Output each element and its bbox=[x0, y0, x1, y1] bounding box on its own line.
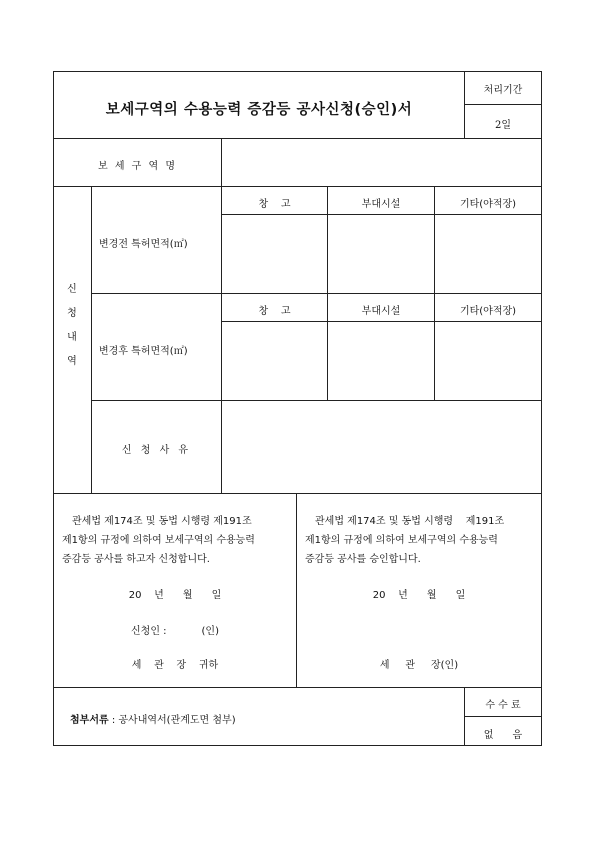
applicant-line-3: 증감등 공사를 하고자 신청합니다. bbox=[62, 554, 210, 565]
section-char-4: 역 bbox=[67, 356, 77, 367]
fee-inner-divider bbox=[464, 716, 541, 717]
before-col-facilities: 부대시설 bbox=[361, 199, 401, 210]
bonded-area-label: 보 세 구 역 명 bbox=[97, 161, 177, 172]
after-col-other: 기타(야적장) bbox=[459, 306, 517, 317]
processing-divider bbox=[464, 104, 541, 105]
section-label-vertical bbox=[62, 278, 82, 374]
before-area-label: 변경전 특허면적(㎡) bbox=[99, 239, 188, 250]
frame-bottom bbox=[53, 745, 542, 746]
applicant-line-2: 제1항의 규정에 의하여 보세구역의 수용능력 bbox=[62, 535, 255, 546]
approver-line-2: 제1항의 규정에 의하여 보세구역의 수용능력 bbox=[305, 535, 498, 546]
attachments-label: 첨부서류 bbox=[70, 715, 109, 726]
title-row-bottom bbox=[53, 138, 542, 139]
applicant-statement bbox=[62, 512, 290, 569]
after-block-bottom bbox=[91, 400, 542, 401]
processing-period-label: 처리기간 bbox=[483, 85, 523, 96]
section-char-2: 청 bbox=[67, 308, 77, 319]
after-area-label: 변경후 특허면적(㎡) bbox=[99, 346, 188, 357]
processing-period-value: 2일 bbox=[494, 120, 512, 131]
approver-line-1: 관세법 제174조 및 동법 시행령 제191조 bbox=[315, 516, 505, 527]
bonded-area-row-bottom bbox=[53, 186, 542, 187]
applicant-date[interactable]: 20 년 월 일 bbox=[128, 590, 222, 601]
approver-signature[interactable]: 세 관 장(인) bbox=[379, 660, 459, 671]
frame-left bbox=[53, 71, 54, 746]
applicant-signature[interactable]: 신청인 : (인) bbox=[131, 626, 219, 637]
fee-label: 수 수 료 bbox=[485, 700, 521, 711]
before-block-bottom bbox=[91, 293, 542, 294]
frame-right bbox=[541, 71, 542, 746]
approver-line-3: 증감등 공사를 승인합니다. bbox=[305, 554, 421, 565]
after-col-warehouse: 창 고 bbox=[258, 306, 291, 317]
bonded-area-divider bbox=[221, 138, 222, 186]
after-header-bottom bbox=[221, 321, 542, 322]
section-char-1: 신 bbox=[67, 284, 77, 295]
before-col-other: 기타(야적장) bbox=[459, 199, 517, 210]
approver-statement bbox=[305, 512, 537, 569]
frame-top bbox=[53, 71, 542, 72]
applicant-recipient: 세 관 장 귀하 bbox=[131, 660, 219, 671]
declaration-bottom bbox=[53, 687, 542, 688]
attachments-value: : 공사내역서(관계도면 첨부) bbox=[111, 715, 236, 726]
page-title: 보세구역의 수용능력 증감등 공사신청(승인)서 bbox=[105, 102, 413, 118]
reason-label: 신 청 사 유 bbox=[121, 445, 192, 456]
section-char-3: 내 bbox=[67, 332, 77, 343]
applicant-line-1: 관세법 제174조 및 동법 시행령 제191조 bbox=[72, 516, 252, 527]
after-col-facilities: 부대시설 bbox=[361, 306, 401, 317]
label-value-divider bbox=[221, 186, 222, 493]
approver-date[interactable]: 20 년 월 일 bbox=[372, 590, 466, 601]
attachments bbox=[70, 711, 236, 726]
before-col-warehouse: 창 고 bbox=[258, 199, 291, 210]
section-bottom bbox=[53, 493, 542, 494]
before-header-bottom bbox=[221, 214, 542, 215]
fee-value: 없 음 bbox=[483, 730, 523, 741]
